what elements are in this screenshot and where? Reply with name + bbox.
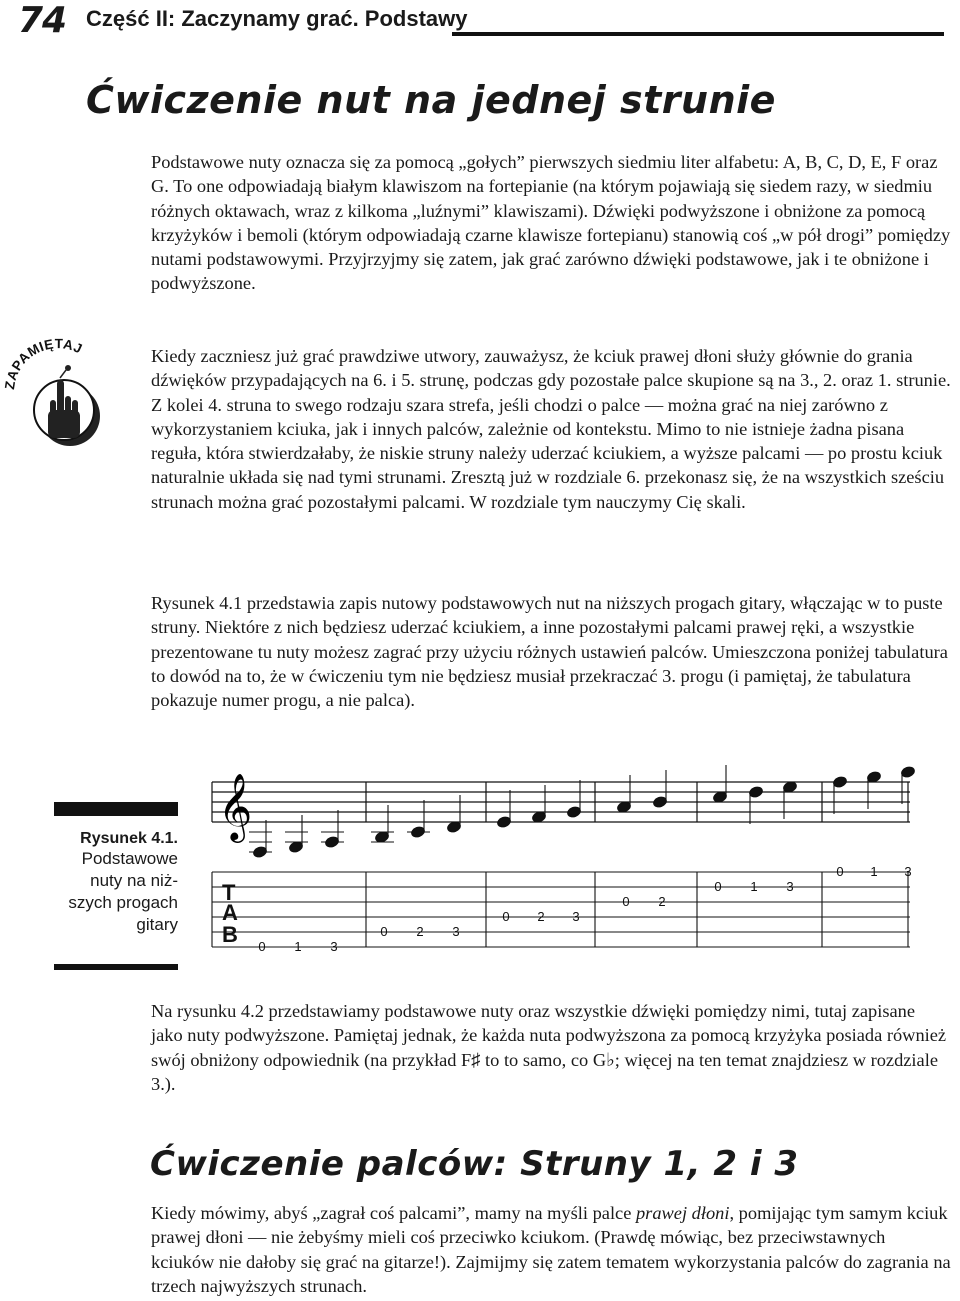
tab-letter-b: B [222,922,238,947]
paragraph-figure-4-2: Na rysunku 4.2 przedstawiamy podstawowe nuty oraz wszystkie dźwięki pomiędzy nimi, tutaj zapisane jako nuty podwyższone. Pamiętaj jednak, że każda nuta podwyższona za pomocą krzyżyka posiada również swój obniżony odpowiednik (na przykład F♯ to to samo, co G♭; więcej na ten temat znajdziesz w rozdziale 3.). [151,1001,947,1094]
tab-number: 0 [714,879,722,894]
paragraph-fingers [151,1201,951,1298]
remember-icon [0,330,110,450]
tab-number: 1 [870,864,878,879]
tab-numbers [258,864,911,954]
section-title: Ćwiczenie nut na jednej strunie [86,78,776,122]
tab-number: 2 [537,909,545,924]
header-rule [452,32,944,36]
staff [212,782,910,822]
tab-number: 1 [750,879,758,894]
caption-title: Rysunek 4.1. [80,830,178,847]
tab-letter-a: A [222,900,238,925]
tab-number: 3 [786,879,794,894]
tab-staff [212,872,910,947]
tab-number: 3 [452,924,460,939]
chapter-title: Część II: Zaczynamy grać. Podstawy [86,6,468,31]
paragraph-fingers-part-a: Kiedy mówimy, abyś „zagrał coś palcami”, mamy na myśli palce [151,1203,636,1223]
section2-title: Ćwiczenie palców: Struny 1, 2 i 3 [150,1144,799,1184]
raised-hand-icon [48,365,80,438]
page-number: 74 [18,0,67,41]
tab-number: 3 [572,909,580,924]
tab-number: 0 [622,894,630,909]
tab-number: 0 [380,924,388,939]
tab-letter-t: T [222,880,236,905]
paragraph-fingers-italic: prawej dłoni [635,1203,730,1223]
tab-number: 2 [416,924,424,939]
caption-text: Podstawowe nuty na niż- szych progach gitary [68,849,178,934]
remember-label: ZAPAMIĘTAJ [1,336,85,391]
tab-number: 3 [904,864,912,879]
paragraph-fingers-part-b: , pomijając tym samym kciuk prawej dłoni — nie żebyśmy mieli coś przeciwko kciukom. (Prawdę mówiąc, bez przeciwstawnych kciuków nie dałoby się grać na gitarze!). Zajmijmy się zatem tematem wykorzystania palców do zagrania na trzech najwyższych strunach. [151,1203,951,1296]
tab-number: 1 [294,939,302,954]
paragraph-figure-intro: Rysunek 4.1 przedstawia zapis nutowy podstawowych nut na niższych progach gitary, włączając w to puste struny. Niektóre z nich będziesz uderzać kciukiem, a inne pozostałymi palcami prawej ręki, a wszystkie prezentowane tu nuty możesz zagrać przy użyciu różnych ustawień palców. Umieszczona poniżej tabulatura to dowód na to, że w ćwiczeniu tym nie będziesz musiał przekraczać 3. progu (i pamiętaj, że tabulatura pokazuje numer progu, a nie palca). [151,593,948,711]
tab-number: 0 [258,939,266,954]
tab-number: 0 [836,864,844,879]
paragraph-intro: Podstawowe nuty oznacza się za pomocą „gołych” pierwszych siedmiu liter alfabetu: A, B, C, D, E, F oraz G. To one odpowiadają białym klawiszom na fortepianie (na którym pojawiają się siedem razy, w siedmiu różnych oktawach, wraz z kilkoma „luźnymi” klawiszami). Dźwięki podwyższone i obniżone za pomocą krzyżyków i bemoli (którym odpowiadają czarne klawisze fortepianu) stanowią coś „w pół drogi” pomiędzy nutami podstawowymi. Przyjrzyjmy się zatem, jak grać zarówno dźwięki podstawowe, jak i te obniżone i podwyższone. [151,152,951,294]
treble-clef-icon: 𝄞 [218,772,253,840]
music-notation-figure [150,762,945,1002]
paragraph-thumb: Kiedy zaczniesz już grać prawdziwe utwory, zauważysz, że kciuk prawej dłoni służy głównie do grania dźwięków przypadających na 6. i 5. strunę, podczas gdy pozostałe palce skupione są na 3., 2. oraz 1. strunie. Z kolei 4. struna to swego rodzaju szara strefa, jeśli chodzi o palce — można grać na niej zarówno z wykorzystaniem kciuka, jak i innych palców, zależnie od kontekstu. Mimo to nie istnieje żadna pisana reguła, która stwierdzałaby, że niskie struny należy uderzać kciukiem, a wyższe palcami — po prostu kciuk naturalnie układa się nad tymi strunami. Zresztą już w rozdziale 6. przekonasz się, że na wszystkich sześciu strunach można grać pozostałymi palcami. W rozdziale tym nauczymy Cię skali. [151,346,951,512]
tab-number: 0 [502,909,510,924]
tab-number: 3 [330,939,338,954]
tab-number: 2 [658,894,666,909]
